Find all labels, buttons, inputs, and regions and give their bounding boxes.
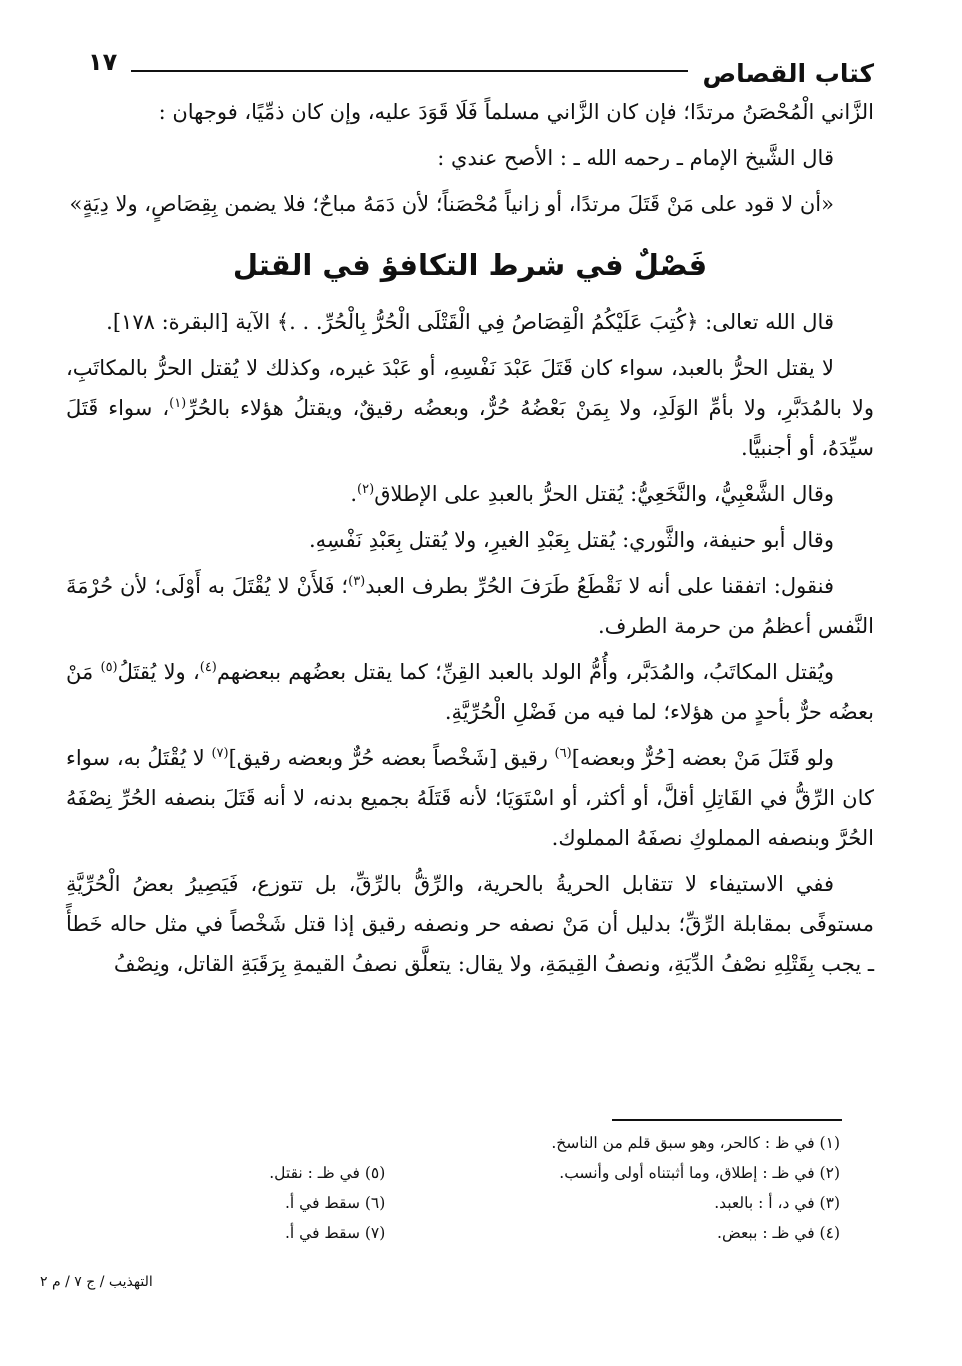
footnote-column-left [90, 1158, 385, 1248]
paragraph [66, 348, 874, 468]
text: ، سواء قَتَلَ سيِّدَهُ، أو أجنبيًّا. [66, 396, 874, 460]
header-rule [131, 70, 688, 72]
footnote: (١) في ظ : كالحر، وهو سبق قلم من الناسخ. [551, 1134, 840, 1152]
paragraph [66, 474, 874, 514]
footnote-column-right [505, 1158, 840, 1248]
footnote: (٢) في ظـ : إطلاق، وما أثبتناه أولى وأنسب. [559, 1164, 840, 1182]
footnote: (٣) في د، أ : بالعبد. [714, 1194, 840, 1212]
footnote-marker: (١) [169, 396, 187, 411]
text: ؛ فَلأَنْ لا يُقْتَلَ به أَوْلَى؛ لأن حُرْمَةَ النَّفس أعظمُ من حرمة الطرف. [66, 574, 874, 638]
text: لا يقتل الحرُّ بالعبد، سواء كان قَتَلَ عَبْدَ نَفْسِهِ، أو عَبْدَ غيره، وكذلك لا يُقتل الحرُّ بالمكاتَبِ، ولا بالمُدَبَّرِ، ولا بأمِّ الوَلَدِ، ولا بِمَنْ بَعْضُهُ حُرٌّ، وبعضُه رقيقٌ، ويقتلُ هؤلاء بالحُرِّ [66, 356, 874, 420]
footnote: (٦) سقط في أ. [284, 1194, 386, 1212]
quote-paragraph: «أن لا قود على مَنْ قَتَلَ مرتدًا، أو زانياً مُحْصَناً؛ لأن دَمَهُ مباحٌ؛ فلا يضمن بِقِصَاصٍ، ولا دِيَةٍ» [69, 192, 834, 216]
paragraph: الزَّاني الْمُحْصَنُ مرتدًا؛ فإن كان الزَّاني مسلماً فَلَا قَوَدَ عليه، وإن كان ذمِّيًا، فوجهان : [158, 100, 874, 124]
text: لا يُقْتَلُ به، سواء كان الرِّقُّ في القَاتِلِ أقلَّ، أو أكثر، أو اسْتَوَيَا؛ لأنه قَتَلَهُ بجميع بدنه، لا أنه قَتَلَ بنصفه الحُرِّ نِصْفَهُ الحُرَّ وبنصفه المملوكِ نصفَهُ المملوك. [66, 746, 874, 850]
footnote-marker: (٣) [348, 574, 366, 589]
paragraph [66, 566, 874, 646]
footnote-marker: (٥) [100, 660, 118, 675]
footnote-marker: (٧) [211, 746, 229, 761]
footnote: (٤) في ظـ : ببعض. [717, 1224, 840, 1242]
footnote-marker: (٦) [554, 746, 572, 761]
text: فنقول: اتفقنا على أنه لا نَقْطَعُ طَرَفَ الحُرِّ بطرف العبد [365, 574, 834, 598]
footnotes [90, 1128, 840, 1248]
footnote: (٧) سقط في أ. [284, 1224, 386, 1242]
text: ، ولا يُقتَلُ [117, 660, 200, 684]
footnote: (٥) في ظـ : نقتل. [269, 1164, 386, 1182]
footnote-columns [90, 1158, 840, 1248]
text: ولو قَتَلَ مَنْ بعضه [حُرٌّ وبعضه] [571, 746, 835, 770]
text: ويُقتل المكاتَبُ، والمُدَبَّر، وأُمُّ الولد بالعبد القِنِّ؛ كما يقتل بعضُهم ببعضهم [216, 660, 834, 684]
print-signature: التهذيب / ج ٧ / م ٢ [40, 1274, 153, 1290]
text: مَنْ بعضُه حرٌّ بأحدٍ من هؤلاء؛ لما فيه من فَضْلِ الْحُرِّيَّةِ. [66, 660, 874, 724]
text: وقال الشَّعْبِيُّ، والنَّخَعِيُّ: يُقتل الحرُّ بالعبدِ على الإطلاق [374, 482, 834, 506]
paragraph [66, 652, 874, 732]
paragraph: قال الشَّيخ الإمام ـ رحمه الله ـ : الأصح عندي : [437, 146, 834, 170]
section-heading: فَصْلٌ في شرط التكافؤ في القتل [232, 248, 708, 282]
footnote-rule [612, 1119, 842, 1121]
text: . [350, 482, 358, 506]
chapter-title: كتاب القصاص [702, 58, 874, 88]
paragraph: وقال أبو حنيفة، والثَّوري: يُقتل بِعَبْدِ الغيرِ، ولا يُقتل بِعَبْدِ نَفْسِهِ. [308, 528, 834, 552]
main-text [66, 92, 874, 990]
page-number: ١٧ [88, 48, 118, 76]
verse-paragraph: قال الله تعالى: ﴿كُتِبَ عَلَيْكُمُ الْقِصَاصُ فِي الْقَتْلَى الْحُرُّ بِالْحُرِّ. . .﴾ الآية [البقرة: ١٧٨]. [106, 310, 834, 334]
footnote-marker: (٤) [199, 660, 217, 675]
paragraph: ففي الاستيفاء لا تتقابل الحريةُ بالحرية، والرِّقُّ بالرِّقِّ، بل تتوزع، فَيَصِيرُ بعضُ الْحُرِّيَّةِ مستوفًى بمقابلة الرِّقِّ؛ بدليل أن مَنْ نصفه حر ونصفه رقيق إذا قتل شَخْصاً في مثل حاله خَطأً ـ يجب بِقَتْلِهِ نصْفُ الدِّيَةِ، ونصفُ القِيمَةِ، ولا يقال: يتعلَّق نصفُ القيمةِ بِرَقَبَةِ القاتل، ونِصْفُ [66, 872, 874, 976]
text: رقيق [شَخْصاً بعضه حُرٌّ وبعضه رقيق] [228, 746, 555, 770]
paragraph [66, 738, 874, 858]
page-header [88, 48, 874, 88]
footnote-marker: (٢) [357, 482, 375, 497]
